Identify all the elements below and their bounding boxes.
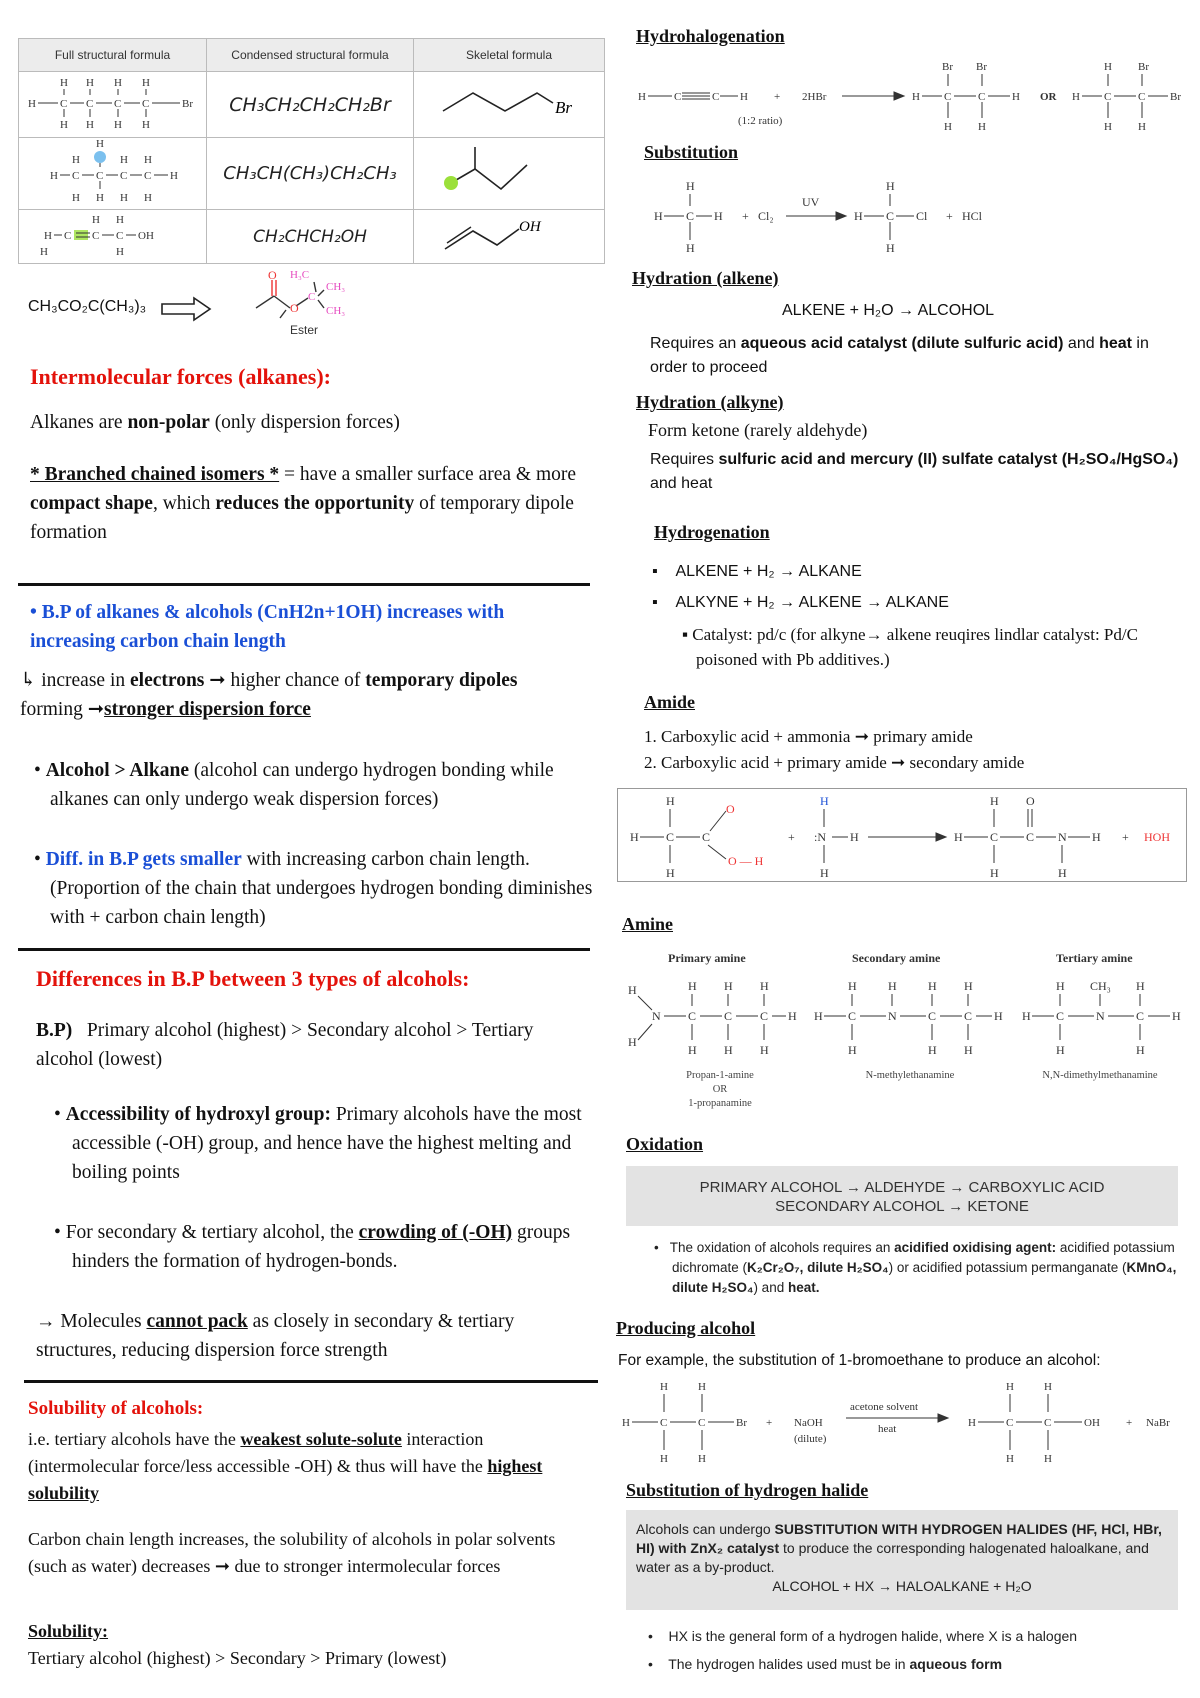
svg-text:C: C — [1044, 1417, 1052, 1429]
solubility-label: Solubility: — [28, 1621, 109, 1641]
svg-text:C: C — [990, 830, 999, 844]
full-structural-bromobutane — [20, 73, 200, 131]
svg-text:H: H — [688, 979, 697, 993]
full-formula-cell — [19, 72, 207, 138]
svg-text:O: O — [726, 802, 735, 816]
uv-label: UV — [802, 195, 820, 209]
svg-text:H: H — [666, 866, 675, 880]
svg-text:H: H — [714, 209, 723, 223]
svg-text:C: C — [86, 98, 94, 110]
table-header: Skeletal formula — [414, 39, 605, 72]
branched-para: * Branched chained isomers * = have a smaller surface area & more compact shape, which reduces the opportunity of temporary dipole formation — [30, 464, 577, 543]
ester-label: Ester — [290, 323, 319, 336]
list-item: 2. Carboxylic acid + primary amide ➞ secondary amide — [644, 753, 1025, 772]
bp-bullet-3: • Diff. in B.P gets smaller with increasing carbon chain length. (Proportion of the chain that undergoes hydrogen bonding diminishes with + carbon chain length) — [34, 849, 593, 928]
amine-heading: Amine — [622, 914, 673, 934]
svg-text:H: H — [96, 192, 104, 203]
solvent-label: acetone solvent — [850, 1401, 919, 1413]
svg-text:H: H — [114, 119, 122, 131]
svg-text:C: C — [686, 209, 695, 223]
producing-equation — [616, 1376, 1196, 1470]
svg-text:H: H — [820, 794, 829, 808]
list-item: • HX is the general form of a hydrogen halide, where X is a halogen — [648, 1628, 1078, 1644]
svg-text:H: H — [688, 1043, 697, 1057]
nabr-label: NaBr — [1146, 1417, 1170, 1429]
svg-text::N: :N — [814, 830, 826, 844]
imf-line1: Alkanes are non-polar (only dispersion forces) — [30, 412, 400, 433]
svg-text:H: H — [944, 121, 952, 133]
svg-text:H: H — [142, 77, 150, 89]
svg-text:H: H — [912, 91, 920, 103]
divider — [18, 948, 590, 951]
svg-text:C: C — [964, 1009, 973, 1023]
hydrogenation-catalyst: ▪ Catalyst: pd/c (for alkyne→ alkene reuqires lindlar catalyst: Pd/C poisoned with Pb additives.) — [682, 625, 1138, 669]
sol-para-1: i.e. tertiary alcohols have the weakest solute-solute interaction (intermolecular force/less accessible -OH) & thus will have the highest solubility — [28, 1429, 543, 1503]
full-formula-cell — [19, 138, 207, 210]
oxidation-note: • The oxidation of alcohols requires an acidified oxidising agent: acidified potassium dichromate (K₂Cr₂O₇, dilute H₂SO₄) or acidified potassium permanganate (KMnO₄, dilute H₂SO₄) and heat. — [654, 1240, 1177, 1295]
dilute-label: (dilute) — [794, 1433, 827, 1445]
svg-text:H: H — [814, 1009, 823, 1023]
svg-text:H: H — [40, 246, 48, 257]
svg-text:H: H — [820, 866, 829, 880]
hydration-alkyne-line1: Form ketone (rarely aldehyde) — [648, 420, 868, 440]
svg-text:H: H — [850, 830, 859, 844]
svg-text:H: H — [740, 91, 748, 103]
svg-text:H: H — [990, 794, 999, 808]
svg-text:H: H — [990, 866, 999, 880]
tertiary-amine-label: Tertiary amine — [1056, 951, 1133, 965]
svg-text:H: H — [622, 1417, 630, 1429]
svg-text:H: H — [1044, 1453, 1052, 1465]
list-item: • The hydrogen halides used must be in aqueous form — [648, 1656, 1003, 1672]
ratio-label: (1:2 ratio) — [738, 115, 783, 127]
primary-amine-label: Primary amine — [668, 951, 746, 965]
svg-text:H: H — [848, 979, 857, 993]
svg-text:H: H — [666, 794, 675, 808]
svg-text:C: C — [64, 230, 72, 242]
list-item: 1. Carboxylic acid + ammonia ➞ primary amide — [644, 727, 973, 746]
amide-equation — [617, 788, 1187, 882]
hydration-alkyne-note: Requires sulfuric acid and mercury (II) sulfate catalyst (H₂SO₄/HgSO₄) and heat — [650, 451, 1179, 492]
svg-text:H: H — [854, 209, 863, 223]
svg-text:H: H — [724, 1043, 733, 1057]
svg-text:Br: Br — [942, 61, 953, 73]
svg-text:Cl: Cl — [916, 209, 928, 223]
svg-text:H: H — [1104, 61, 1112, 73]
hydration-alkene-note: Requires an aqueous acid catalyst (dilute sulfuric acid) and heat in order to proceed — [650, 335, 1149, 376]
svg-text:C: C — [120, 170, 128, 182]
table-header: Full structural formula — [19, 39, 207, 72]
svg-text:H: H — [968, 1417, 976, 1429]
svg-text:CH₃: CH₃ — [326, 305, 346, 317]
svg-text:H: H — [724, 979, 733, 993]
svg-text:H: H — [628, 983, 637, 997]
svg-text:H: H — [1072, 91, 1080, 103]
amine-name: OR — [712, 1084, 728, 1095]
full-structural-propenol — [20, 211, 200, 257]
secondary-amine-label: Secondary amine — [852, 951, 941, 965]
svg-text:C: C — [1056, 1009, 1065, 1023]
svg-text:H: H — [760, 979, 769, 993]
or-label: OR — [1040, 91, 1057, 103]
hydrogenation-list — [652, 556, 949, 618]
amine-name: N,N-dimethylmethanamine — [1042, 1070, 1158, 1081]
amide-heading: Amide — [644, 692, 695, 712]
svg-text:H: H — [1058, 866, 1067, 880]
svg-text:C: C — [712, 91, 720, 103]
svg-text:H: H — [1138, 121, 1146, 133]
substitution-heading: Substitution — [644, 142, 739, 162]
svg-text:H: H — [686, 241, 695, 255]
table-header: Condensed structural formula — [207, 39, 414, 72]
skeletal-cell — [414, 72, 605, 138]
svg-text:O: O — [1026, 794, 1035, 808]
svg-text:H: H — [886, 179, 895, 193]
svg-text:H: H — [660, 1453, 668, 1465]
svg-text:C: C — [702, 830, 711, 844]
svg-text:H: H — [848, 1043, 857, 1057]
svg-text:N: N — [1096, 1009, 1105, 1023]
diff-heading: Differences in B.P between 3 types of alcohols: — [36, 966, 470, 991]
svg-text:C: C — [698, 1417, 706, 1429]
skeletal-propenol — [415, 211, 595, 257]
svg-text:H: H — [1136, 1043, 1145, 1057]
svg-text:C: C — [1104, 91, 1112, 103]
formula-table — [18, 38, 605, 264]
heat-label: heat — [878, 1423, 897, 1435]
condensed-cell: CH₃CH(CH₃)CH₂CH₃ — [207, 138, 414, 210]
svg-text:C: C — [660, 1417, 668, 1429]
svg-text:H: H — [964, 1043, 973, 1057]
svg-text:H: H — [698, 1381, 706, 1393]
svg-text:C: C — [116, 230, 124, 242]
amine-name: N-methylethanamine — [865, 1070, 955, 1081]
condensed-cell: CH₃CH₂CH₂CH₂Br — [207, 72, 414, 138]
divider — [24, 1380, 598, 1383]
svg-text:OH: OH — [138, 230, 154, 242]
substitution-equation — [640, 172, 1000, 258]
svg-text:C: C — [674, 91, 682, 103]
svg-text:C: C — [848, 1009, 857, 1023]
svg-text:H: H — [698, 1453, 706, 1465]
svg-text:H: H — [978, 121, 986, 133]
svg-text:H: H — [1172, 1009, 1181, 1023]
skeletal-bromobutane — [415, 73, 595, 131]
svg-text:+: + — [788, 830, 795, 844]
cl2-label: Cl₂ — [758, 209, 774, 223]
svg-text:C: C — [308, 291, 316, 303]
svg-text:H: H — [60, 119, 68, 131]
svg-text:+: + — [774, 91, 781, 103]
diff-bullet-1: • Accessibility of hydroxyl group: Primary alcohols have the most accessible (-OH) group, and hence have the highest melting and boiling points — [54, 1104, 582, 1183]
hydrogenation-heading: Hydrogenation — [654, 522, 770, 542]
svg-text:H: H — [116, 246, 124, 257]
svg-text:O: O — [290, 301, 299, 315]
imf-heading: Intermolecular forces (alkanes): — [30, 364, 332, 389]
svg-text:+: + — [946, 209, 953, 223]
oxidation-heading: Oxidation — [626, 1134, 704, 1154]
svg-text:H: H — [686, 179, 695, 193]
svg-text:H: H — [116, 214, 124, 226]
svg-text:H₃C: H₃C — [290, 269, 310, 281]
svg-text:H: H — [1092, 830, 1101, 844]
svg-text:C: C — [144, 170, 152, 182]
svg-text:H: H — [886, 241, 895, 255]
diff-bullet-2: • For secondary & tertiary alcohol, the crowding of (-OH) groups hinders the formation of hydrogen-bonds. — [54, 1222, 571, 1272]
svg-text:C: C — [760, 1009, 769, 1023]
svg-text:O: O — [268, 268, 277, 282]
diff-note: → Molecules cannot pack as closely in secondary & tertiary structures, reducing dispersion force strength — [36, 1311, 515, 1361]
hydration-alkene-equation: ALKENE + H₂O → ALCOHOL — [782, 302, 995, 319]
svg-text:H: H — [1044, 1381, 1052, 1393]
svg-text:Br: Br — [976, 61, 987, 73]
svg-text:C: C — [60, 98, 68, 110]
svg-text:C: C — [142, 98, 150, 110]
svg-text:H: H — [142, 119, 150, 131]
svg-text:H: H — [120, 154, 128, 166]
svg-text:H: H — [1104, 121, 1112, 133]
svg-text:Br: Br — [736, 1417, 747, 1429]
hydration-alkene-heading: Hydration (alkene) — [632, 268, 779, 288]
svg-text:H: H — [144, 154, 152, 166]
svg-text:C: C — [978, 91, 986, 103]
svg-text:H: H — [628, 1035, 637, 1049]
svg-text:H: H — [1056, 1043, 1065, 1057]
svg-text:Br: Br — [1170, 91, 1181, 103]
svg-text:H: H — [1006, 1453, 1014, 1465]
bp-arrow-line: ↳ increase in electrons ➞ higher chance of temporary dipoles forming ➞stronger dispersion force — [20, 670, 518, 720]
hcl-label: HCl — [962, 209, 983, 223]
amide-list — [644, 724, 1024, 776]
svg-text:CH₃: CH₃ — [1090, 979, 1111, 993]
svg-text:H: H — [72, 154, 80, 166]
svg-text:O — H: O — H — [728, 854, 764, 868]
svg-text:H: H — [44, 230, 52, 242]
svg-text:C: C — [886, 209, 895, 223]
naoh-label: NaOH — [794, 1417, 823, 1429]
svg-text:OH: OH — [1084, 1417, 1100, 1429]
svg-text:N: N — [1058, 830, 1067, 844]
svg-text:H: H — [1012, 91, 1020, 103]
svg-text:H: H — [96, 139, 104, 150]
sol-heading: Solubility of alcohols: — [28, 1398, 204, 1419]
svg-text:C: C — [96, 170, 104, 182]
svg-text:H: H — [994, 1009, 1003, 1023]
svg-text:H: H — [1022, 1009, 1031, 1023]
svg-text:C: C — [72, 170, 80, 182]
svg-text:Br: Br — [1138, 61, 1149, 73]
svg-text:H: H — [954, 830, 963, 844]
skeletal-methylbutane — [415, 139, 595, 203]
sol-para-2: Carbon chain length increases, the solubility of alcohols in polar solvents (such as water) decreases ➞ due to stronger intermolecular forces — [28, 1529, 556, 1576]
svg-text:Br: Br — [182, 98, 193, 110]
svg-text:OH: OH — [519, 219, 541, 235]
svg-text:C: C — [1136, 1009, 1145, 1023]
svg-text:C: C — [928, 1009, 937, 1023]
svg-text:H: H — [630, 830, 639, 844]
amine-name: 1-propanamine — [688, 1098, 752, 1109]
svg-text:C: C — [1026, 830, 1035, 844]
svg-text:+: + — [742, 209, 749, 223]
svg-text:H: H — [660, 1381, 668, 1393]
svg-text:N: N — [652, 1009, 661, 1023]
svg-text:+: + — [766, 1417, 773, 1429]
full-structural-methylbutane — [20, 139, 200, 203]
svg-text:C: C — [114, 98, 122, 110]
svg-text:C: C — [944, 91, 952, 103]
svg-text:H: H — [114, 77, 122, 89]
svg-text:H: H — [60, 77, 68, 89]
svg-text:C: C — [724, 1009, 733, 1023]
svg-text:H: H — [1006, 1381, 1014, 1393]
svg-text:H: H — [654, 209, 663, 223]
svg-text:C: C — [1138, 91, 1146, 103]
svg-text:H: H — [72, 192, 80, 203]
halide-bullets — [648, 1622, 1077, 1678]
skeletal-cell — [414, 210, 605, 264]
svg-text:+: + — [1122, 830, 1129, 844]
svg-text:H: H — [788, 1009, 797, 1023]
list-item: ▪ ALKENE + H₂ → ALKANE — [652, 563, 862, 580]
list-item: ▪ ALKYNE + H₂ → ALKENE → ALKANE — [652, 594, 949, 611]
svg-text:H: H — [1136, 979, 1145, 993]
bp-bullet-1: • B.P of alkanes & alcohols (CnH2n+1OH) increases with increasing carbon chain length — [30, 602, 505, 652]
svg-text:C: C — [92, 230, 100, 242]
hydrohalogenation-heading: Hydrohalogenation — [636, 26, 785, 46]
svg-text:H: H — [964, 979, 973, 993]
svg-text:H: H — [92, 214, 100, 226]
hoh-label: HOH — [1144, 830, 1170, 844]
halide-heading: Substitution of hydrogen halide — [626, 1480, 869, 1500]
producing-intro: For example, the substitution of 1-bromoethane to produce an alcohol: — [618, 1352, 1101, 1369]
ester-structure — [250, 268, 370, 336]
skeletal-cell — [414, 138, 605, 210]
condensed-cell: CH₂CHCH₂OH — [207, 210, 414, 264]
arrow-icon — [160, 296, 212, 322]
amine-structures — [620, 948, 1195, 1118]
svg-text:CH₃: CH₃ — [326, 281, 346, 293]
svg-text:H: H — [120, 192, 128, 203]
svg-text:H: H — [760, 1043, 769, 1057]
bp-bullet-2: • Alcohol > Alkane (alcohol can undergo hydrogen bonding while alkanes can only undergo weak dispersion forces) — [34, 760, 554, 810]
svg-text:H: H — [86, 77, 94, 89]
svg-text:C: C — [688, 1009, 697, 1023]
divider — [18, 583, 590, 586]
svg-text:H: H — [638, 91, 646, 103]
svg-text:Br: Br — [555, 98, 572, 117]
svg-text:C: C — [666, 830, 675, 844]
svg-text:H: H — [144, 192, 152, 203]
solubility-order: Tertiary alcohol (highest) > Secondary > Primary (lowest) — [28, 1648, 447, 1668]
svg-text:H: H — [1056, 979, 1065, 993]
svg-text:H: H — [888, 979, 897, 993]
svg-text:H: H — [50, 170, 58, 182]
svg-text:H: H — [28, 98, 36, 110]
amine-name: Propan-1-amine — [686, 1070, 754, 1081]
svg-text:N: N — [888, 1009, 897, 1023]
hydration-alkyne-heading: Hydration (alkyne) — [636, 392, 784, 412]
svg-text:+: + — [1126, 1417, 1133, 1429]
reagent-2hbr: 2HBr — [802, 91, 827, 103]
hydrohalogenation-equation — [632, 54, 1192, 134]
halide-box: Alcohols can undergo SUBSTITUTION WITH HYDROGEN HALIDES (HF, HCl, HBr, HI) with ZnX₂ catalyst to produce the corresponding halogenated haloalkane, and water as a by-product. ALCOHOL + HX → HALOALKANE + H₂O — [626, 1510, 1178, 1610]
svg-text:H: H — [928, 979, 937, 993]
svg-text:H: H — [86, 119, 94, 131]
svg-text:H: H — [170, 170, 178, 182]
oxidation-box: PRIMARY ALCOHOL → ALDEHYDE → CARBOXYLIC ACID SECONDARY ALCOHOL → KETONE — [626, 1166, 1178, 1226]
ester-formula: CH₃CO₂C(CH₃)₃ — [28, 298, 147, 315]
producing-heading: Producing alcohol — [616, 1318, 756, 1338]
full-formula-cell — [19, 210, 207, 264]
svg-text:H: H — [928, 1043, 937, 1057]
diff-order: B.P) Primary alcohol (highest) > Secondary alcohol > Tertiary alcohol (lowest) — [36, 1020, 534, 1070]
svg-text:C: C — [1006, 1417, 1014, 1429]
